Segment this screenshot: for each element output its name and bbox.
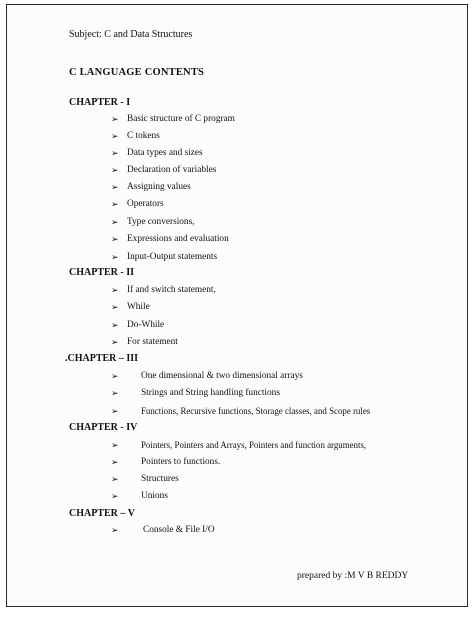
chapter-3-item: Functions, Recursive functions, Storage classes, and Scope rules — [141, 406, 371, 416]
arrow-bullet-icon: ➢ — [111, 371, 119, 381]
arrow-bullet-icon: ➢ — [111, 199, 119, 209]
arrow-bullet-icon: ➢ — [111, 252, 119, 262]
chapter-3-item: Strings and String handling functions — [141, 388, 280, 398]
arrow-bullet-icon: ➢ — [111, 457, 119, 467]
chapter-5-title: CHAPTER – V — [69, 508, 135, 519]
arrow-bullet-icon: ➢ — [111, 302, 119, 312]
chapter-1-item: Assigning values — [127, 182, 191, 192]
arrow-bullet-icon: ➢ — [111, 114, 119, 124]
chapter-4-item: Pointers to functions. — [141, 457, 221, 467]
prepared-by: prepared by :M V B REDDY — [297, 571, 409, 581]
arrow-bullet-icon: ➢ — [111, 525, 119, 535]
arrow-bullet-icon: ➢ — [111, 337, 119, 347]
chapter-4-title: CHAPTER - IV — [69, 422, 138, 433]
chapter-1-title: CHAPTER - I — [69, 97, 131, 108]
chapter-4-item: Unions — [141, 491, 168, 501]
chapter-5-item: Console & File I/O — [143, 525, 215, 535]
arrow-bullet-icon: ➢ — [111, 285, 119, 295]
chapter-1-item: Type conversions, — [127, 217, 195, 227]
chapter-1-item: Declaration of variables — [127, 165, 217, 175]
arrow-bullet-icon: ➢ — [111, 388, 119, 398]
arrow-bullet-icon: ➢ — [111, 320, 119, 330]
arrow-bullet-icon: ➢ — [111, 131, 119, 141]
chapter-1-item: Basic structure of C program — [127, 114, 235, 124]
chapter-1-item: Data types and sizes — [127, 148, 203, 158]
document-page — [6, 4, 468, 607]
chapter-4-item: Structures — [141, 474, 179, 484]
arrow-bullet-icon: ➢ — [111, 217, 119, 227]
chapter-1-item: Expressions and evaluation — [127, 234, 229, 244]
chapter-2-item: For statement — [127, 337, 178, 347]
chapter-3-title: .CHAPTER – III — [65, 353, 139, 364]
contents-title: C LANGUAGE CONTENTS — [69, 67, 205, 78]
arrow-bullet-icon: ➢ — [111, 234, 119, 244]
arrow-bullet-icon: ➢ — [111, 474, 119, 484]
chapter-2-item: If and switch statement, — [127, 285, 216, 295]
chapter-2-item: Do-While — [127, 320, 165, 330]
arrow-bullet-icon: ➢ — [111, 440, 119, 450]
chapter-1-item: Input-Output statements — [127, 252, 218, 262]
arrow-bullet-icon: ➢ — [111, 182, 119, 192]
chapter-2-title: CHAPTER - II — [69, 267, 135, 278]
subject-line: Subject: C and Data Structures — [69, 29, 193, 40]
chapter-1-item: C tokens — [127, 131, 160, 141]
chapter-2-item: While — [127, 302, 150, 312]
arrow-bullet-icon: ➢ — [111, 406, 119, 416]
chapter-3-item: One dimensional & two dimensional arrays — [141, 371, 303, 381]
chapter-4-item: Pointers, Pointers and Arrays, Pointers and function arguments, — [141, 440, 367, 450]
arrow-bullet-icon: ➢ — [111, 165, 119, 175]
arrow-bullet-icon: ➢ — [111, 491, 119, 501]
chapter-1-item: Operators — [127, 199, 164, 209]
arrow-bullet-icon: ➢ — [111, 148, 119, 158]
